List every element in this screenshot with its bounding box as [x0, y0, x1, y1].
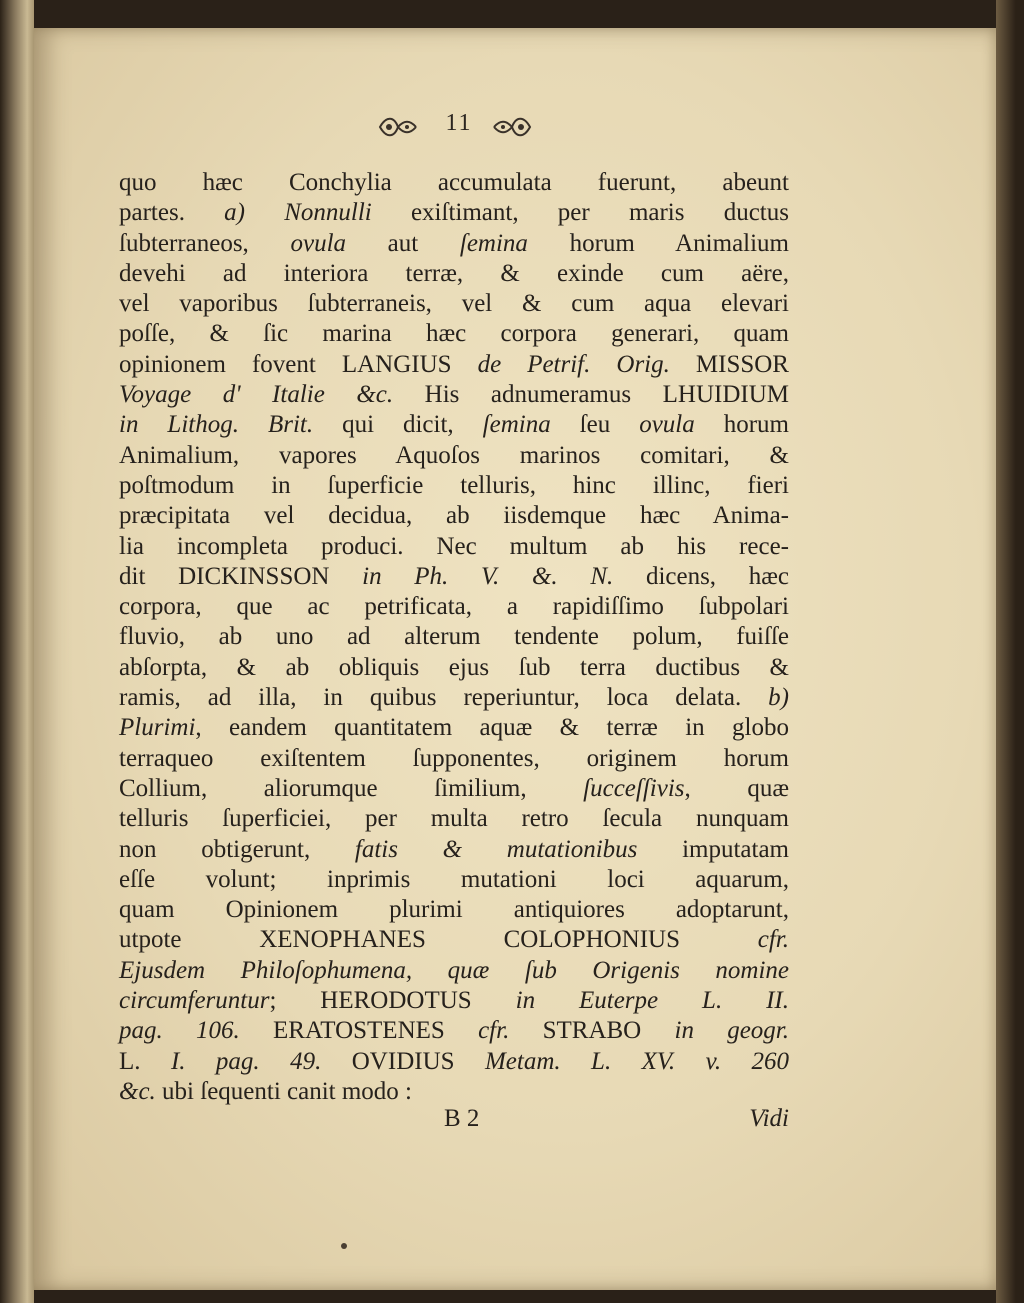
text-segment: , eandem quantitatem aquæ & terræ in globo: [195, 714, 789, 742]
italic-text: b): [768, 684, 789, 712]
text-line: [119, 895, 789, 925]
text-line: [119, 289, 789, 319]
text-segment: ERATOSTENES: [239, 1017, 479, 1045]
text-segment: eſſe volunt; inprimis mutationi loci aquarum,: [119, 865, 789, 893]
text-segment: Animalium, vapores Aquoſos marinos comitari, &: [119, 441, 789, 469]
italic-text: Voyage d' Italie &c.: [119, 381, 394, 409]
text-segment: non obtigerunt,: [119, 835, 355, 863]
text-segment: quam Opinionem plurimi antiquiores adoptarunt,: [119, 896, 789, 924]
text-segment: corpora, que ac petrificata, a rapidiſſimo ſubpolari: [119, 593, 789, 621]
italic-text: &c.: [119, 1077, 156, 1105]
italic-text: pag. 106.: [119, 1017, 240, 1045]
italic-text: circumferuntur: [119, 987, 270, 1015]
text-segment: abſorpta, & ab obliquis ejus ſub terra ductibus &: [119, 653, 789, 681]
text-line: [119, 350, 789, 380]
text-line: [119, 562, 789, 592]
previous-page-edge: [0, 0, 34, 1303]
text-line: [119, 653, 789, 683]
italic-text: I. pag. 49.: [170, 1047, 322, 1075]
text-line: [119, 198, 789, 228]
text-segment: poſtmodum in ſuperficie telluris, hinc illinc, fieri: [119, 471, 789, 499]
text-line: [119, 774, 789, 804]
text-line: [119, 1047, 789, 1077]
text-line: [119, 986, 789, 1016]
text-line: [119, 441, 789, 471]
text-line: [119, 380, 789, 410]
book-page: [34, 28, 996, 1290]
text-line: [119, 956, 789, 986]
text-segment: L.: [119, 1047, 171, 1075]
text-segment: telluris ſuperficiei, per multa retro ſecula nunquam: [119, 805, 789, 833]
text-segment: His adnumeramus LHUIDIUM: [393, 381, 789, 409]
italic-text: in Ph. V. &. N.: [362, 562, 614, 590]
page-footer: [119, 1105, 789, 1145]
text-segment: STRABO: [509, 1017, 675, 1045]
text-line: [119, 229, 789, 259]
italic-text: ovula: [639, 411, 695, 439]
text-line: [119, 744, 789, 774]
italic-text: cfr.: [757, 926, 789, 954]
text-line: [119, 865, 789, 895]
fleuron-ornament-left-icon: [378, 114, 418, 140]
italic-text: cfr.: [478, 1017, 510, 1045]
text-segment: præcipitata vel decidua, ab iisdemque hæc Anima-: [119, 502, 789, 530]
italic-text: ovula: [290, 229, 347, 257]
italic-text: fatis & mutationibus: [354, 835, 638, 863]
italic-text: in Lithog. Brit.: [119, 411, 314, 439]
page-number: 11: [445, 110, 473, 136]
italic-text: de Petrif. Orig.: [477, 350, 670, 378]
text-line: [119, 319, 789, 349]
text-segment: exiſtimant, per maris ductus: [371, 199, 789, 227]
text-line: [119, 622, 789, 652]
text-segment: , quæ: [684, 774, 789, 802]
scan-background-edge: [996, 0, 1024, 1303]
text-segment: horum Animalium: [527, 229, 789, 257]
text-line: [119, 804, 789, 834]
ink-spot: [341, 1243, 347, 1249]
italic-text: ſemina: [459, 229, 528, 257]
catchword: Vidi: [749, 1105, 789, 1132]
text-segment: opinionem fovent LANGIUS: [119, 350, 478, 378]
text-line: [119, 410, 789, 440]
text-line: [119, 501, 789, 531]
text-line: [119, 1016, 789, 1046]
text-segment: terraqueo exiſtentem ſupponentes, originem horum: [119, 744, 789, 772]
italic-text: a) Nonnulli: [224, 199, 372, 227]
text-segment: quo hæc Conchylia accumulata fuerunt, abeunt: [119, 169, 789, 196]
text-line: [119, 259, 789, 289]
text-segment: vel vaporibus ſubterraneis, vel & cum aqua elevari: [119, 290, 789, 318]
text-segment: imputatam: [637, 835, 789, 863]
body-text: [119, 168, 789, 1107]
text-segment: devehi ad interiora terræ, & exinde cum aëre,: [119, 259, 789, 287]
italic-text: in geogr.: [674, 1017, 790, 1045]
text-segment: poſſe, & ſic marina hæc corpora generari, quam: [119, 320, 789, 348]
italic-text: in Euterpe L. II.: [515, 987, 790, 1015]
text-segment: horum: [694, 411, 789, 439]
text-segment: lia incompleta produci. Nec multum ab his rece-: [119, 532, 789, 560]
italic-text: Metam. L. XV. v. 260: [484, 1047, 789, 1075]
text-line: [119, 925, 789, 955]
text-line: [119, 683, 789, 713]
text-segment: MISSOR: [669, 350, 789, 378]
text-segment: ubi ſequenti canit modo :: [155, 1077, 412, 1105]
text-segment: utpote XENOPHANES COLOPHONIUS: [119, 926, 758, 954]
text-line: [119, 713, 789, 743]
text-segment: aut: [346, 229, 460, 257]
text-segment: ſeu: [550, 411, 640, 439]
text-line: [119, 532, 789, 562]
italic-text: Plurimi: [119, 714, 196, 742]
text-segment: ; HERODOTUS: [269, 987, 516, 1015]
text-segment: dit DICKINSSON: [119, 562, 363, 590]
text-segment: Collium, aliorumque ſimilium,: [119, 774, 584, 802]
page-header: [344, 100, 604, 160]
text-segment: OVIDIUS: [321, 1047, 485, 1075]
text-line: [119, 471, 789, 501]
text-line: [119, 835, 789, 865]
text-segment: partes.: [119, 199, 225, 227]
signature-mark: B 2: [444, 1105, 480, 1132]
text-line: [119, 1077, 789, 1107]
italic-text: Ejusdem Philoſophumena, quæ ſub Origenis nomine: [119, 956, 789, 984]
text-line: [119, 592, 789, 622]
italic-text: ſemina: [482, 411, 551, 439]
text-segment: dicens, hæc: [613, 562, 790, 590]
text-segment: qui dicit,: [313, 411, 483, 439]
text-segment: ramis, ad illa, in quibus reperiuntur, loca delata.: [119, 684, 769, 712]
italic-text: ſucceſſivis: [583, 774, 685, 802]
fleuron-ornament-right-icon: [492, 114, 532, 140]
text-segment: fluvio, ab uno ad alterum tendente polum, fuiſſe: [119, 623, 789, 651]
text-segment: ſubterraneos,: [119, 229, 291, 257]
text-line: [119, 168, 789, 198]
